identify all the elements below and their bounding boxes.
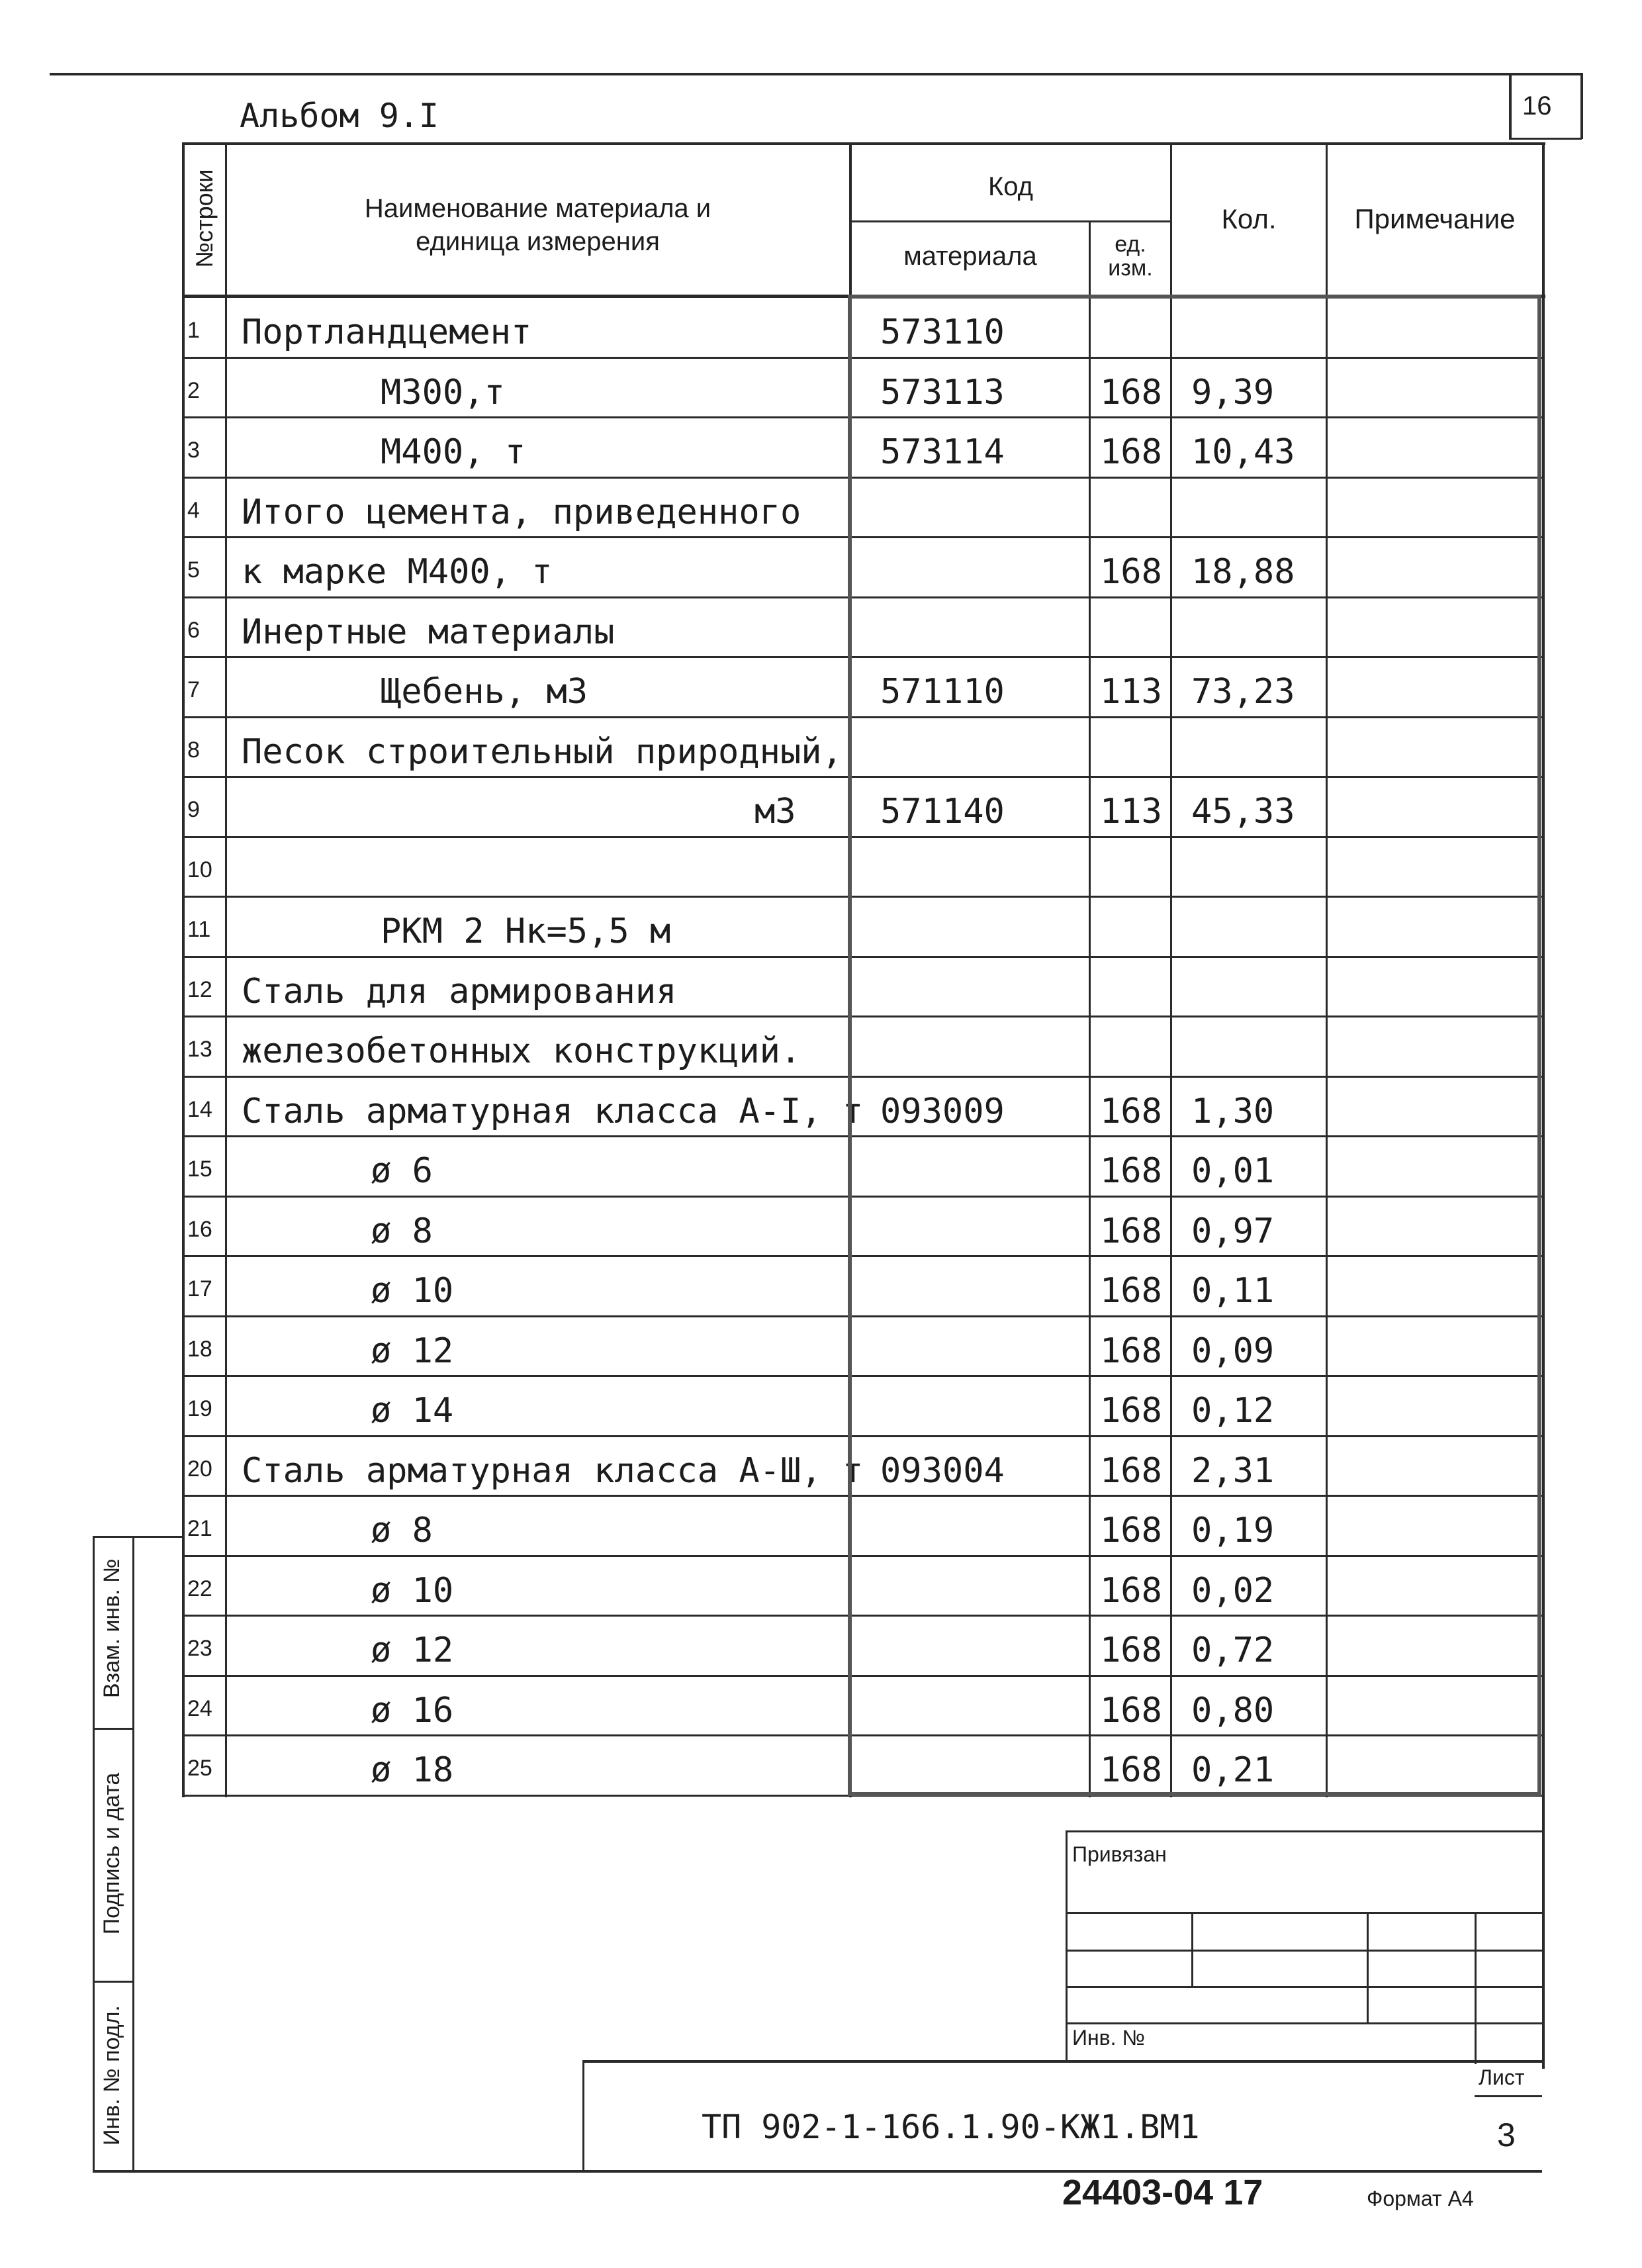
material-name: Итого цемента, приведенного [242, 492, 801, 532]
footer-serial: 24403-04 17 [1062, 2173, 1263, 2212]
material-name: ø 8 [371, 1511, 433, 1550]
quantity: 10,43 [1191, 432, 1295, 472]
row-number: 11 [187, 917, 211, 942]
row-number: 5 [187, 557, 200, 583]
unit-code: 168 [1100, 432, 1162, 472]
header-name-line2: единица измерения [416, 227, 660, 256]
row-number: 16 [187, 1216, 212, 1242]
material-name: Сталь арматурная класса А-I, т [242, 1091, 864, 1131]
quantity: 0,97 [1191, 1211, 1275, 1251]
side-label-vzam: Взам. инв. № [99, 1558, 124, 1698]
material-name: ø 16 [371, 1690, 454, 1730]
quantity: 18,88 [1191, 552, 1295, 592]
sheet-number: 3 [1497, 2116, 1516, 2153]
page-marker: 16 [1522, 91, 1552, 120]
unit-code: 113 [1100, 672, 1162, 712]
row-number: 9 [187, 797, 200, 822]
material-code: 571140 [880, 792, 1005, 831]
document-code: ТП 902-1-166.1.90-КЖ1.ВМ1 [702, 2108, 1200, 2146]
unit-code: 168 [1100, 1750, 1162, 1790]
unit-code: 168 [1100, 1570, 1162, 1611]
unit-code: 168 [1100, 1211, 1162, 1251]
row-number: 12 [187, 976, 212, 1002]
material-name: Сталь арматурная класса А-Ш, т [242, 1450, 864, 1491]
unit-code: 168 [1100, 1391, 1162, 1431]
material-name: Щебень, м3 [381, 672, 588, 712]
row-number: 22 [187, 1576, 212, 1601]
quantity: 0,11 [1191, 1271, 1275, 1311]
quantity: 1,30 [1191, 1091, 1275, 1131]
row-number: 3 [187, 438, 200, 463]
row-number: 23 [187, 1636, 212, 1661]
row-number: 8 [187, 737, 200, 763]
header-code-unit-2: изм. [1108, 256, 1153, 281]
quantity: 73,23 [1191, 672, 1295, 712]
unit-code: 168 [1100, 1450, 1162, 1491]
quantity: 0,09 [1191, 1331, 1275, 1371]
header-code: Код [987, 172, 1033, 201]
side-label-inv-podl: Инв. № подл. [99, 2005, 124, 2146]
material-code: 093004 [880, 1450, 1005, 1491]
material-code: 573110 [880, 312, 1005, 352]
unit-code: 168 [1100, 552, 1162, 592]
unit-code: 168 [1100, 1151, 1162, 1191]
quantity: 0,12 [1191, 1391, 1275, 1431]
row-number: 10 [187, 857, 212, 882]
row-number: 18 [187, 1336, 212, 1362]
unit-code: 168 [1100, 1690, 1162, 1730]
quantity: 0,21 [1191, 1750, 1275, 1790]
header-code-unit-1: ед. [1115, 232, 1146, 257]
row-number: 14 [187, 1096, 212, 1122]
row-number: 25 [187, 1756, 212, 1781]
quantity: 0,72 [1191, 1630, 1275, 1670]
header-row-number: №строки [191, 169, 218, 268]
stamp-privyazan: Привязан [1072, 1842, 1167, 1866]
material-name: ø 10 [371, 1271, 454, 1311]
quantity: 0,80 [1191, 1690, 1275, 1730]
header-code-material: материала [903, 242, 1037, 271]
header-qty: Кол. [1221, 203, 1277, 234]
row-number: 2 [187, 377, 200, 403]
material-name: Инертные материалы [242, 612, 615, 652]
row-number: 20 [187, 1456, 212, 1482]
unit-code: 168 [1100, 1331, 1162, 1371]
row-number: 21 [187, 1516, 212, 1541]
material-code: 573114 [880, 432, 1005, 472]
quantity: 9,39 [1191, 372, 1275, 412]
row-number: 15 [187, 1157, 212, 1182]
row-number: 19 [187, 1396, 212, 1421]
unit-code: 168 [1100, 372, 1162, 412]
material-name: м3 [754, 792, 796, 831]
material-code: 093009 [880, 1091, 1005, 1131]
row-number: 17 [187, 1276, 212, 1301]
material-name: Сталь для армирования [242, 971, 677, 1012]
quantity: 0,01 [1191, 1151, 1275, 1191]
row-number: 4 [187, 497, 200, 523]
material-name: Портландцемент [242, 312, 532, 352]
sheet-label: Лист [1479, 2065, 1525, 2089]
quantity: 0,02 [1191, 1570, 1275, 1611]
unit-code: 168 [1100, 1091, 1162, 1131]
quantity: 0,19 [1191, 1511, 1275, 1550]
material-name: ø 14 [371, 1391, 454, 1431]
quantity: 45,33 [1191, 792, 1295, 831]
row-number: 13 [187, 1037, 212, 1062]
material-name: РКМ 2 Нк=5,5 м [381, 912, 671, 951]
material-code: 573113 [880, 372, 1005, 412]
unit-code: 168 [1100, 1271, 1162, 1311]
material-name: к марке М400, т [242, 552, 553, 592]
footer-format: Формат А4 [1367, 2187, 1474, 2210]
row-number: 1 [187, 318, 200, 343]
header-note: Примечание [1354, 203, 1516, 234]
album-title: Альбом 9.I [240, 97, 439, 135]
material-name: ø 12 [371, 1331, 454, 1371]
material-name: ø 18 [371, 1750, 454, 1790]
unit-code: 168 [1100, 1630, 1162, 1670]
unit-code: 168 [1100, 1511, 1162, 1550]
row-number: 6 [187, 617, 200, 643]
header-name-line1: Наименование материала и [364, 194, 711, 223]
material-name: М300,т [381, 372, 505, 412]
material-code: 571110 [880, 672, 1005, 712]
side-label-podpis: Подпись и дата [99, 1772, 124, 1935]
material-name: ø 6 [371, 1151, 433, 1191]
material-name: М400, т [381, 432, 526, 472]
quantity: 2,31 [1191, 1450, 1275, 1491]
stamp-inv-no: Инв. № [1072, 2026, 1145, 2050]
material-name: ø 8 [371, 1211, 433, 1251]
material-name: Песок строительный природный, [242, 732, 843, 772]
row-number: 7 [187, 677, 200, 702]
unit-code: 113 [1100, 792, 1162, 831]
material-name: ø 12 [371, 1630, 454, 1670]
row-number: 24 [187, 1695, 212, 1721]
material-name: ø 10 [371, 1570, 454, 1611]
material-name: железобетонных конструкций. [242, 1031, 801, 1071]
